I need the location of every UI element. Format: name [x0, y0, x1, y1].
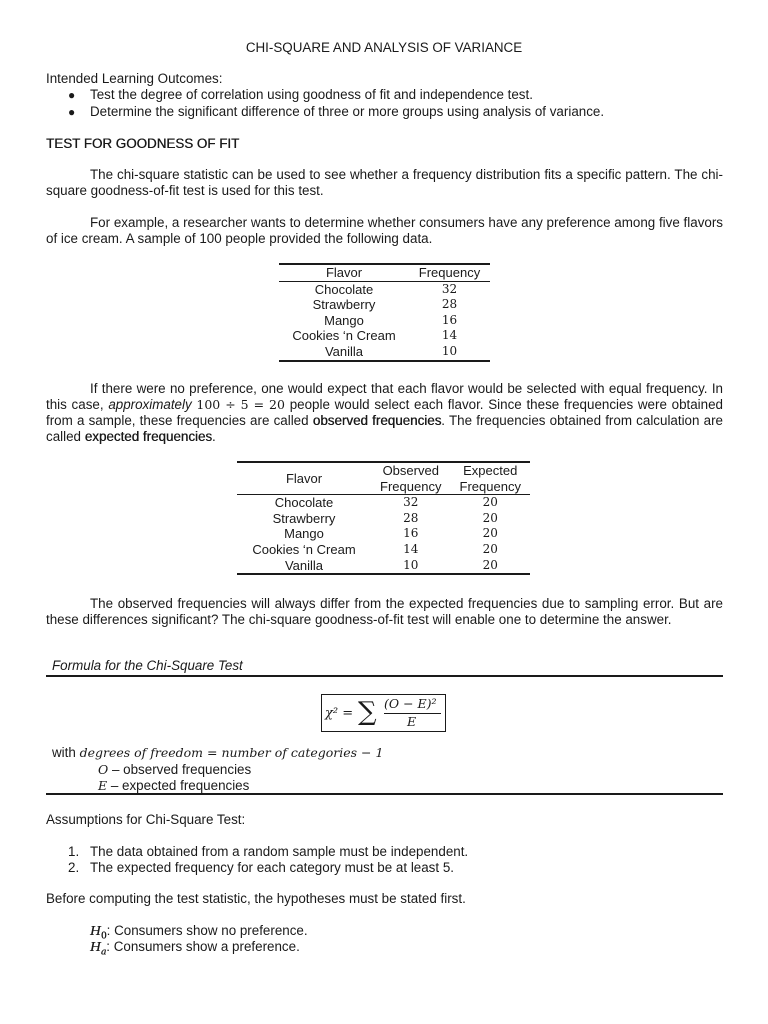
- math-symbol: H: [90, 939, 101, 954]
- table-cell: 28: [403, 510, 419, 525]
- table-cell: 20: [482, 526, 498, 541]
- list-number: 1.: [68, 844, 80, 859]
- column-header: Frequency: [371, 479, 451, 495]
- legend-expected: [98, 778, 249, 794]
- table-cell: 16: [441, 312, 458, 327]
- text-run: .: [212, 429, 216, 444]
- paragraph: The observed frequencies will always differ from the expected frequencies due to sampling error. But are these differences significant? The chi-square goodness-of-fit test will enable one to determine the answer.: [46, 596, 723, 627]
- column-header: Observed: [371, 462, 451, 479]
- table-row: [279, 313, 490, 329]
- table-cell: Cookies ‘n Cream: [252, 541, 356, 557]
- math-expression: degrees of freedom = number of categories − 1: [79, 745, 384, 760]
- table-row: [237, 542, 530, 558]
- outcome-item: Test the degree of correlation using goodness of fit and independence test.: [90, 87, 533, 102]
- table-cell: 32: [441, 281, 458, 296]
- outcome-item: Determine the significant difference of three or more groups using analysis of variance.: [90, 104, 605, 119]
- section-heading: TEST FOR GOODNESS OF FIT: [46, 136, 240, 151]
- formula-denominator: E: [407, 714, 417, 729]
- math-symbol: H: [90, 923, 101, 938]
- paragraph: For example, a researcher wants to determine whether consumers have any preference among five flavors of ice cream. A sample of 100 people provided the following data.: [46, 215, 723, 246]
- divider: [46, 793, 723, 795]
- table-cell: Mango: [284, 526, 324, 542]
- table-row: [237, 495, 530, 511]
- math-expression: 100 ÷ 5 = 20: [196, 397, 285, 412]
- text-run: If there were no preference, one would expect that each flavor would be selected with equal frequency. In this case,: [46, 381, 723, 412]
- formula-lhs: χ² =: [325, 706, 354, 721]
- table-cell: 16: [403, 526, 419, 541]
- formula-caption: Formula for the Chi-Square Test: [52, 658, 243, 673]
- math-symbol: E: [98, 778, 108, 793]
- term-expected-frequencies: expected frequencies: [84, 429, 213, 444]
- column-header: Flavor: [279, 264, 409, 281]
- table-row: [279, 344, 490, 361]
- table-cell: Vanilla: [279, 344, 409, 361]
- formula-box: [321, 694, 446, 732]
- column-header: Frequency: [409, 264, 490, 281]
- formula-numerator: (O − E)²: [384, 696, 437, 711]
- paragraph: [46, 381, 723, 445]
- table-cell: 14: [403, 541, 419, 556]
- legend-observed: [98, 762, 251, 778]
- math-symbol: O: [98, 762, 109, 777]
- table-cell: 28: [441, 297, 458, 312]
- table-cell: Mango: [324, 312, 364, 328]
- text-run: – observed frequencies: [111, 762, 252, 777]
- math-subscript: a: [100, 947, 107, 958]
- table-row: [237, 526, 530, 542]
- table-cell: 20: [482, 510, 498, 525]
- frequency-table: [279, 263, 490, 362]
- page-title: CHI-SQUARE AND ANALYSIS OF VARIANCE: [245, 40, 523, 55]
- table-row: [237, 558, 530, 575]
- table-cell: Strawberry: [272, 510, 336, 526]
- outcomes-heading: Intended Learning Outcomes:: [46, 71, 223, 86]
- bullet-icon: ●: [68, 88, 76, 102]
- table-cell: 20: [451, 558, 531, 575]
- text-run: – expected frequencies: [110, 778, 250, 793]
- table-cell: Vanilla: [237, 558, 371, 575]
- table-cell: 14: [441, 328, 458, 343]
- alternative-hypothesis: [90, 939, 300, 961]
- term-observed-frequencies: observed frequencies: [312, 413, 442, 428]
- text-run: : Consumers show a preference.: [106, 939, 300, 954]
- table-cell: 20: [482, 495, 498, 510]
- table-row: [279, 328, 490, 344]
- list-number: 2.: [68, 860, 80, 875]
- assumptions-heading: Assumptions for Chi-Square Test:: [46, 812, 246, 827]
- list-item: The data obtained from a random sample must be independent.: [90, 844, 469, 859]
- table-cell: 32: [403, 495, 419, 510]
- degrees-of-freedom: [52, 745, 383, 761]
- text-run: : Consumers show no preference.: [106, 923, 308, 938]
- column-header: Flavor: [237, 462, 371, 495]
- text-run: . The frequencies obtained from calculation are called: [46, 413, 723, 444]
- table-cell: 10: [371, 558, 451, 575]
- table-row: [237, 511, 530, 527]
- sigma-symbol: ∑: [358, 697, 377, 727]
- column-header: Expected: [451, 462, 531, 479]
- paragraph: The chi-square statistic can be used to see whether a frequency distribution fits a specific pattern. The chi-square goodness-of-fit test is used for this test.: [46, 167, 723, 198]
- text-run: people would select each flavor. Since these frequencies were obtained from a sample, these frequencies are called: [46, 397, 724, 428]
- observed-expected-table: [237, 461, 530, 575]
- column-header: Frequency: [451, 479, 531, 495]
- list-item: The expected frequency for each category must be at least 5.: [90, 860, 454, 875]
- table-cell: 20: [482, 541, 498, 556]
- table-cell: Strawberry: [312, 297, 376, 313]
- divider: [46, 675, 723, 677]
- emphasis-text: approximately: [108, 397, 192, 412]
- table-row: [279, 297, 490, 313]
- text-run: with: [52, 745, 76, 760]
- table-cell: Chocolate: [274, 495, 334, 511]
- math-subscript: 0: [100, 931, 107, 942]
- paragraph: Before computing the test statistic, the hypotheses must be stated first.: [46, 891, 466, 906]
- bullet-icon: ●: [68, 105, 76, 119]
- table-cell: Cookies ‘n Cream: [292, 328, 396, 344]
- table-cell: 10: [409, 344, 490, 361]
- table-cell: Chocolate: [314, 281, 374, 297]
- table-row: [279, 281, 490, 297]
